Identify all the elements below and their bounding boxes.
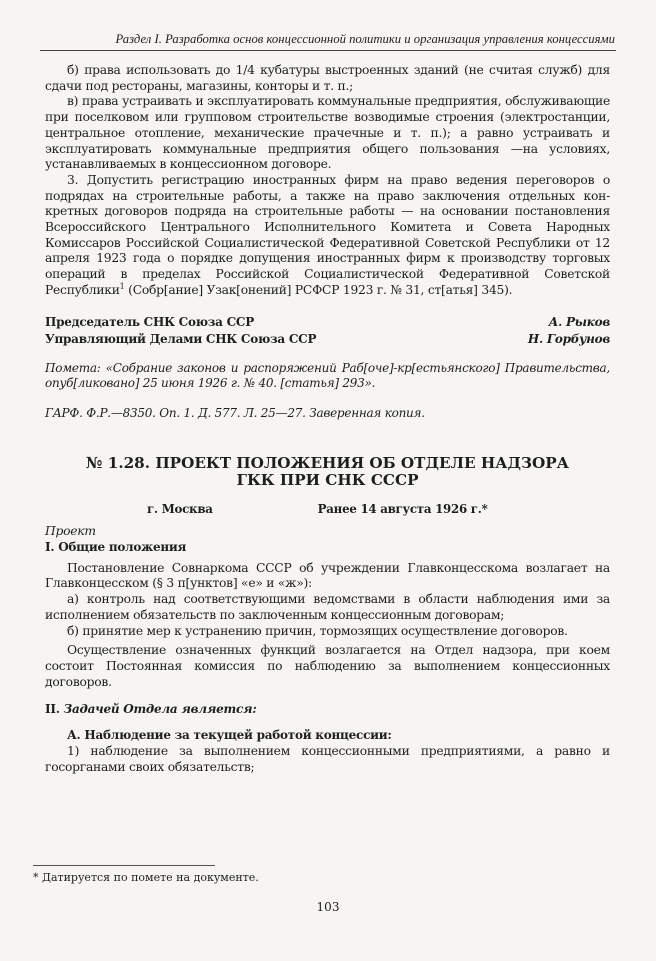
- footnote-ref-1: 1: [119, 281, 125, 291]
- signature-row-2: [45, 331, 610, 349]
- document-title: [45, 455, 610, 489]
- paragraph-v: в) права устраивать и эксплуатировать коммунальные предприятия, обслуживающие при поселковом или групповом строительстве возводимые строения (электростанции, центральное отопление, механические прачечные и т. п.); а равно устраивать и эксплуатировать коммунальные предприятия общего пользования —на условиях, устанавливаемых в концессионном договоре.: [45, 94, 610, 172]
- document-status: Проект: [45, 524, 96, 539]
- signature-title: Председатель СНК Союза ССР: [45, 314, 255, 329]
- footnote: * Датируется по помете на документе.: [33, 871, 259, 884]
- signature-title: Управляющий Делами СНК Союза ССР: [45, 332, 317, 347]
- document-title-line-1: № 1.28. ПРОЕКТ ПОЛОЖЕНИЯ ОБ ОТДЕЛЕ НАДЗОРА: [85, 453, 570, 472]
- section-2-prefix: II.: [45, 702, 64, 717]
- section-2-heading: [45, 702, 610, 718]
- paragraph-3-text: 3. Допустить регистрацию иностранных фирм на право ведения переговоров о подрядах на строительные работы, а также на право заключения отдельных кон-кретных договоров подряда на строительные работы — на основании постановления Всероссийского Центрального Исполнительного Комитета и Совета Народных Комиссаров Российской Социалистической Федеративной Советской Республики от 12 апреля 1923 года о порядке допущения иностранных фирм к производству торговых операций в пределах Российской Социалистической Федеративной Советской Республики: [45, 172, 610, 297]
- footnote-rule: [33, 865, 215, 866]
- section-1-item-a: а) контроль над соответствующими ведомствами в области наблюдения ими за исполнением обязательств по заключенным концессионным договорам;: [45, 592, 610, 622]
- document-title-line-2: ГКК ПРИ СНК СССР: [236, 470, 419, 489]
- archive-reference: ГАРФ. Ф.Р.—8350. Оп. 1. Д. 577. Л. 25—27. Заверенная копия.: [45, 405, 425, 420]
- section-2-title: Задачей Отдела является:: [63, 702, 257, 717]
- document-date: Ранее 14 августа 1926 г.*: [317, 501, 488, 516]
- signature-row-1: [45, 314, 610, 332]
- section-1-paragraph-1: Постановление Совнаркома СССР об учреждении Главконцесскома возлагает на Главконцесском (§ 3 п[унктов] «е» и «ж»):: [45, 560, 610, 591]
- subsection-a-item-1: 1) наблюдение за выполнением концессионными предприятиями, а равно и госорганами своих обязательств;: [45, 743, 610, 774]
- paragraph-3: [45, 173, 610, 299]
- paragraph-b: б) права использовать до 1/4 кубатуры выстроенных зданий (не считая служб) для сдачи под рестораны, магазины, конторы и т. п.;: [45, 63, 610, 93]
- signature-name: А. Рыков: [548, 314, 610, 329]
- signature-name: Н. Горбунов: [527, 332, 610, 347]
- section-1-paragraph-2: Осуществление означенных функций возлагается на Отдел надзора, при коем состоит Постоянная комиссия по наблюдению за выполнением концессионных договоров.: [45, 643, 610, 689]
- section-1-heading: I. Общие положения: [45, 540, 187, 555]
- section-1-item-b: б) принятие мер к устранению причин, тормозящих осуществление договоров.: [67, 623, 568, 638]
- pometa: Помета: «Собрание законов и распоряжений Раб[оче]-кр[естьянского] Правительства, опуб[ликовано] 25 июня 1926 г. № 40. [статья] 293».: [45, 360, 610, 391]
- paragraph-3-tail: (Собр[ание] Узак[онений] РСФСР 1923 г. № 31, ст[атья] 345).: [124, 282, 513, 297]
- subsection-a-heading: А. Наблюдение за текущей работой концессии:: [67, 728, 392, 743]
- document-city: г. Москва: [147, 501, 213, 516]
- running-head: Раздел I. Разработка основ концессионной политики и организация управления концессиями: [115, 32, 615, 46]
- page-number: 103: [316, 900, 340, 914]
- dateline: [45, 502, 610, 518]
- body-text: [45, 63, 610, 775]
- header-rule: [40, 50, 616, 51]
